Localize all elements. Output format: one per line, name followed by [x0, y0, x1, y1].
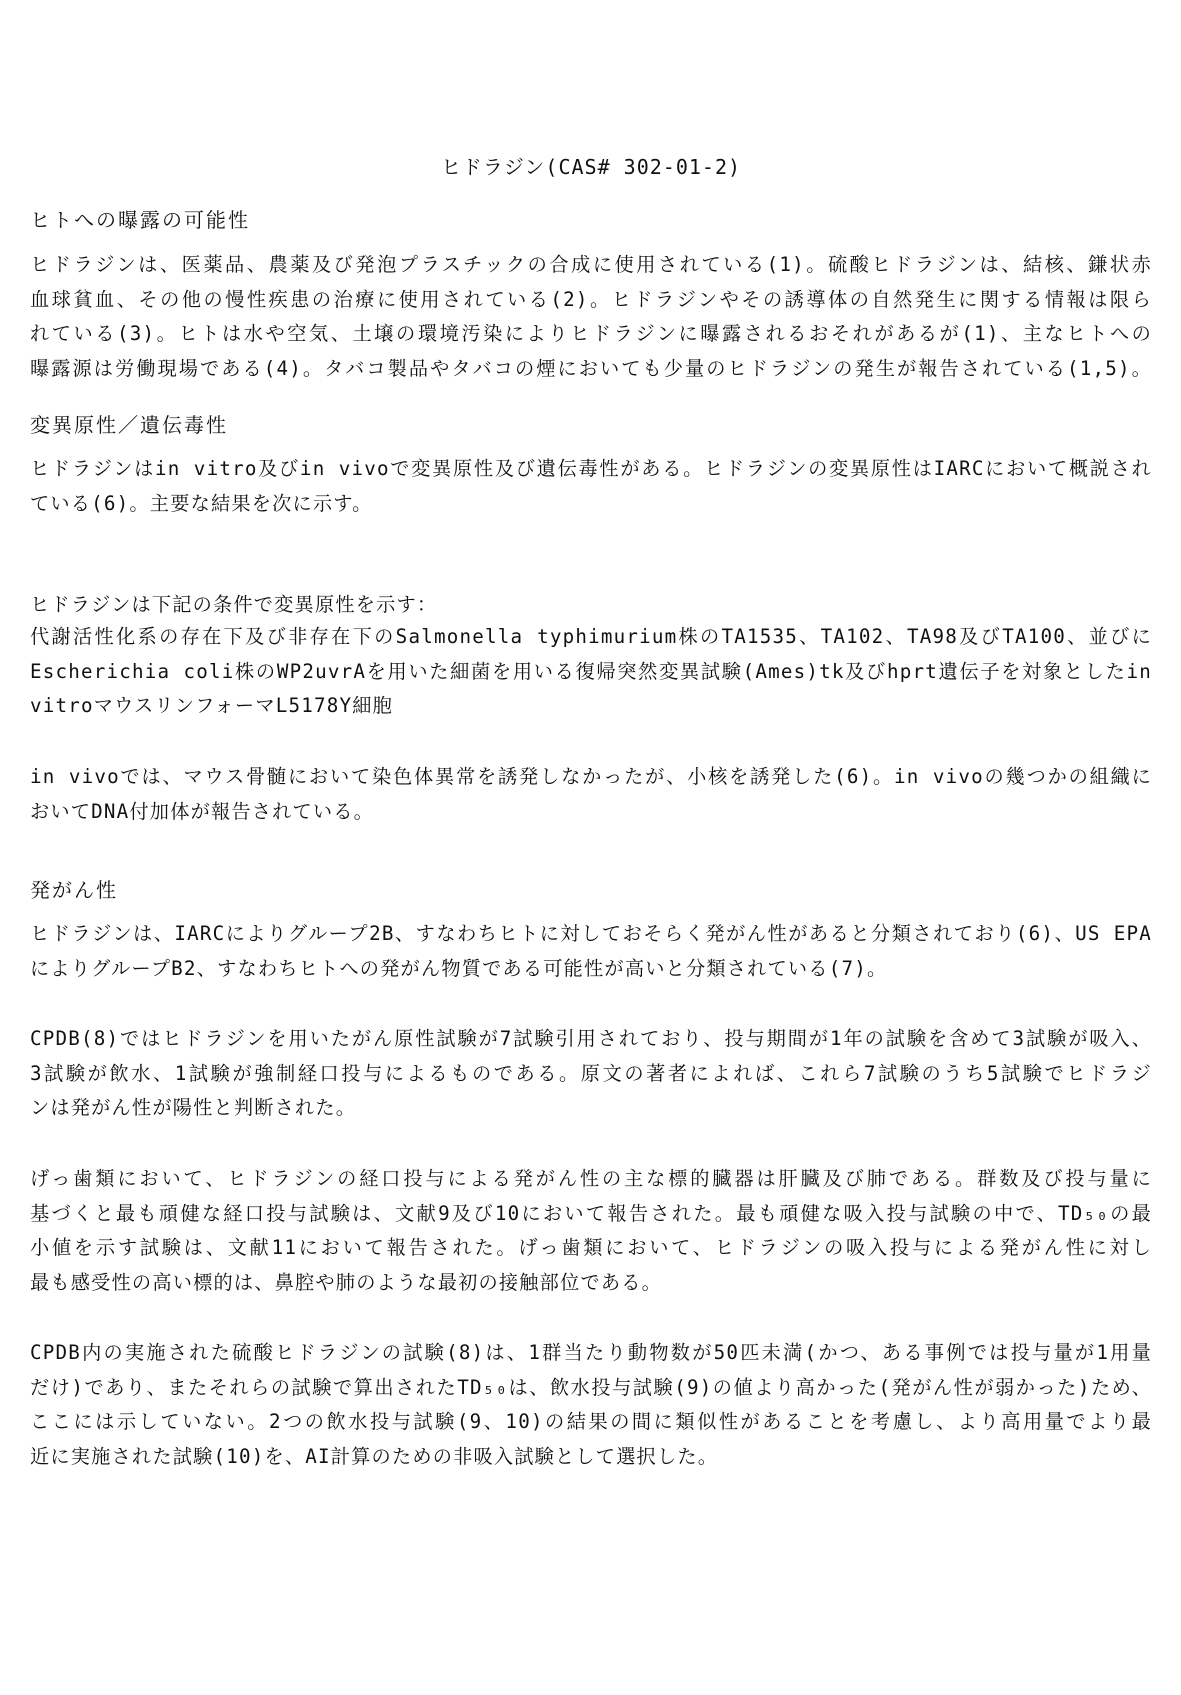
paragraph-carcinogenicity-cpdb — [30, 1022, 1152, 1126]
text-line: CPDB(8)ではヒドラジンを用いたがん原性試験が7試験引用されており、投与期間が1年の試験を含めて3試験が吸入、 — [30, 1027, 1152, 1050]
text-line: CPDB内の実施された硫酸ヒドラジンの試験(8)は、1群当たり動物数が50匹未満(かつ、ある事例では投与量が1用量 — [30, 1341, 1152, 1364]
paragraph-carcinogenicity-classification — [30, 917, 1152, 986]
text-line: ヒドラジンは、IARCによりグループ2B、すなわちヒトに対しておそらく発がん性があると分類されており(6)、US EPA — [30, 922, 1152, 945]
text-line: vitroマウスリンフォーマL5178Y細胞 — [30, 694, 393, 717]
paragraph-carcinogenicity-rodents — [30, 1162, 1152, 1300]
text-line: 血球貧血、その他の慢性疾患の治療に使用されている(2)。ヒドラジンやその誘導体の自然発生に関する情報は限ら — [30, 287, 1152, 311]
paragraph-mutagenicity-conditions — [30, 590, 1152, 724]
text-line: ヒドラジンは下記の条件で変異原性を示す： — [30, 593, 438, 616]
text-line: おいてDNA付加体が報告されている。 — [30, 799, 375, 823]
text-line: 曝露源は労働現場である(4)。タバコ製品やタバコの煙においても少量のヒドラジンの発生が報告されている(1,5)。 — [30, 356, 1152, 380]
text-line: ここには示していない。2つの飲水投与試験(9、10)の結果の間に類似性があることを考慮し、より高用量でより最 — [30, 1410, 1152, 1433]
text-line: 代謝活性化系の存在下及び非存在下のSalmonella typhimurium株のTA1535、TA102、TA98及びTA100、並びに — [30, 625, 1152, 648]
text-line: in vivoでは、マウス骨髄において染色体異常を誘発しなかったが、小核を誘発した(6)。in vivoの幾つかの組織に — [30, 765, 1152, 788]
document-title: ヒドラジン(CAS# 302-01-2) — [440, 155, 742, 179]
text-line: ヒドラジンは、医薬品、農薬及び発泡プラスチックの合成に使用されている(1)。硫酸ヒドラジンは、結核、鎌状赤 — [30, 253, 1152, 276]
section-heading-exposure: ヒトへの曝露の可能性 — [30, 208, 250, 232]
text-line: 近に実施された試験(10)を、AI計算のための非吸入試験として選択した。 — [30, 1444, 719, 1468]
text-line: げっ歯類において、ヒドラジンの経口投与による発がん性の主な標的臓器は肝臓及び肺である。群数及び投与量に — [30, 1167, 1152, 1190]
text-line: ている(6)。主要な結果を次に示す。 — [30, 491, 373, 515]
text-line: 3試験が飲水、1試験が強制経口投与によるものである。原文の著者によれば、これら7試験のうち5試験でヒドラジ — [30, 1061, 1152, 1085]
text-line: によりグループB2、すなわちヒトへの発がん物質である可能性が高いと分類されている(7)。 — [30, 956, 888, 980]
paragraph-exposure — [30, 248, 1152, 386]
section-heading-mutagenicity: 変異原性／遺伝毒性 — [30, 413, 228, 437]
section-heading-carcinogenicity: 発がん性 — [30, 878, 118, 902]
paragraph-mutagenicity-intro — [30, 452, 1152, 521]
text-line: 小値を示す試験は、文献11において報告された。げっ歯類において、ヒドラジンの吸入投与による発がん性に対し — [30, 1236, 1152, 1259]
text-line: 最も感受性の高い標的は、鼻腔や肺のような最初の接触部位である。 — [30, 1270, 663, 1294]
paragraph-carcinogenicity-sulfate — [30, 1336, 1152, 1474]
text-line: 基づくと最も頑健な経口投与試験は、文献9及び10において報告された。最も頑健な吸入投与試験の中で、TD₅₀の最 — [30, 1201, 1152, 1225]
text-line: ンは発がん性が陽性と判断された。 — [30, 1096, 357, 1119]
paragraph-mutagenicity-in-vivo — [30, 760, 1152, 829]
text-line: れている(3)。ヒトは水や空気、土壌の環境汚染によりヒドラジンに曝露されるおそれがあるが(1)、主なヒトへの — [30, 322, 1152, 345]
text-line: だけ)であり、またそれらの試験で算出されたTD₅₀は、飲水投与試験(9)の値より高かった(発がん性が弱かった)ため、 — [30, 1375, 1152, 1399]
text-line: ヒドラジンはin vitro及びin vivoで変異原性及び遺伝毒性がある。ヒドラジンの変異原性はIARCにおいて概説され — [30, 457, 1152, 480]
text-line: Escherichia coli株のWP2uvrAを用いた細菌を用いる復帰突然変異試験(Ames)tk及びhprt遺伝子を対象としたin — [30, 659, 1152, 683]
